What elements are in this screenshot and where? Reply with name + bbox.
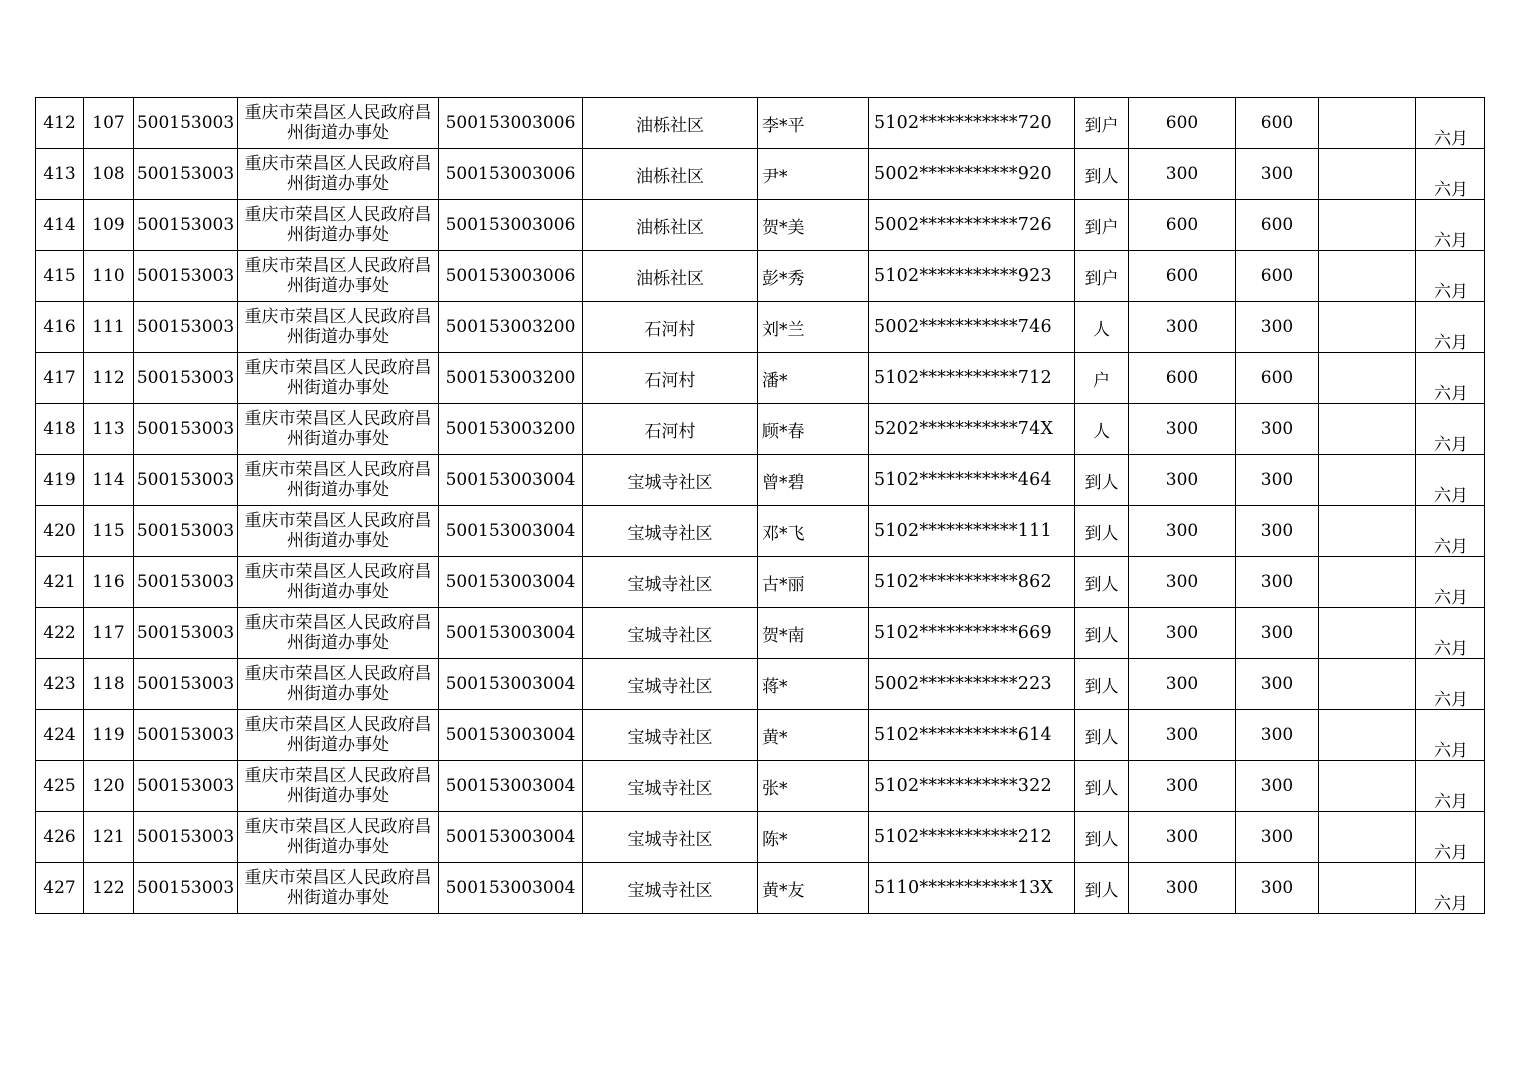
cell-month: 六月 [1416,98,1485,149]
cell-community-code: 500153003004 [439,761,583,812]
cell-org-code: 500153003 [134,251,238,302]
cell-name: 黄*友 [758,863,869,914]
cell-amount2: 300 [1236,455,1319,506]
cell-community: 宝城寺社区 [583,710,758,761]
cell-note [1319,812,1416,863]
cell-note [1319,200,1416,251]
cell-amount2: 300 [1236,149,1319,200]
cell-note [1319,455,1416,506]
cell-community-code: 500153003004 [439,557,583,608]
cell-amount1: 300 [1129,149,1236,200]
cell-type: 到人 [1075,761,1129,812]
cell-seq: 412 [36,98,84,149]
cell-amount2: 300 [1236,302,1319,353]
cell-month: 六月 [1416,710,1485,761]
cell-amount2: 300 [1236,863,1319,914]
table-row [36,455,1485,506]
cell-org-name: 重庆市荣昌区人民政府昌州街道办事处 [238,710,439,761]
cell-org-code: 500153003 [134,404,238,455]
cell-org-code: 500153003 [134,659,238,710]
table-row [36,404,1485,455]
cell-amount2: 600 [1236,251,1319,302]
table-row [36,251,1485,302]
cell-community: 石河村 [583,404,758,455]
cell-org-name: 重庆市荣昌区人民政府昌州街道办事处 [238,608,439,659]
cell-no: 111 [84,302,134,353]
cell-org-name: 重庆市荣昌区人民政府昌州街道办事处 [238,149,439,200]
cell-community-code: 500153003200 [439,302,583,353]
cell-month: 六月 [1416,200,1485,251]
cell-month: 六月 [1416,455,1485,506]
cell-amount1: 600 [1129,251,1236,302]
cell-no: 118 [84,659,134,710]
cell-community: 宝城寺社区 [583,659,758,710]
cell-type: 到户 [1075,98,1129,149]
cell-no: 110 [84,251,134,302]
cell-id-number: 5002***********746 [869,302,1075,353]
cell-org-code: 500153003 [134,710,238,761]
cell-amount2: 600 [1236,200,1319,251]
cell-note [1319,506,1416,557]
cell-name: 邓*飞 [758,506,869,557]
cell-amount2: 600 [1236,353,1319,404]
cell-org-name: 重庆市荣昌区人民政府昌州街道办事处 [238,251,439,302]
cell-no: 119 [84,710,134,761]
cell-note [1319,659,1416,710]
cell-name: 张* [758,761,869,812]
cell-community: 宝城寺社区 [583,812,758,863]
cell-seq: 424 [36,710,84,761]
cell-seq: 421 [36,557,84,608]
table-row [36,200,1485,251]
cell-note [1319,149,1416,200]
cell-community-code: 500153003004 [439,506,583,557]
cell-month: 六月 [1416,149,1485,200]
cell-month: 六月 [1416,659,1485,710]
cell-seq: 416 [36,302,84,353]
table-row [36,98,1485,149]
cell-org-name: 重庆市荣昌区人民政府昌州街道办事处 [238,761,439,812]
cell-id-number: 5102***********464 [869,455,1075,506]
cell-amount1: 300 [1129,608,1236,659]
cell-seq: 414 [36,200,84,251]
cell-no: 117 [84,608,134,659]
cell-org-name: 重庆市荣昌区人民政府昌州街道办事处 [238,812,439,863]
cell-community: 宝城寺社区 [583,455,758,506]
cell-org-name: 重庆市荣昌区人民政府昌州街道办事处 [238,659,439,710]
cell-month: 六月 [1416,761,1485,812]
cell-amount1: 300 [1129,659,1236,710]
cell-org-code: 500153003 [134,761,238,812]
cell-seq: 418 [36,404,84,455]
cell-name: 贺*南 [758,608,869,659]
cell-type: 到人 [1075,506,1129,557]
cell-no: 108 [84,149,134,200]
records-table [35,97,1485,914]
cell-org-code: 500153003 [134,302,238,353]
cell-month: 六月 [1416,251,1485,302]
cell-amount1: 300 [1129,863,1236,914]
cell-id-number: 5102***********322 [869,761,1075,812]
cell-no: 121 [84,812,134,863]
cell-type: 到人 [1075,608,1129,659]
cell-amount2: 600 [1236,98,1319,149]
cell-type: 人 [1075,404,1129,455]
cell-seq: 415 [36,251,84,302]
cell-id-number: 5002***********920 [869,149,1075,200]
cell-month: 六月 [1416,812,1485,863]
cell-name: 彭*秀 [758,251,869,302]
cell-org-code: 500153003 [134,506,238,557]
cell-amount2: 300 [1236,761,1319,812]
cell-org-name: 重庆市荣昌区人民政府昌州街道办事处 [238,404,439,455]
cell-community: 宝城寺社区 [583,761,758,812]
cell-amount1: 300 [1129,302,1236,353]
cell-note [1319,353,1416,404]
cell-org-code: 500153003 [134,98,238,149]
cell-name: 尹* [758,149,869,200]
cell-community-code: 500153003006 [439,200,583,251]
cell-note [1319,404,1416,455]
cell-type: 到人 [1075,149,1129,200]
cell-id-number: 5002***********726 [869,200,1075,251]
cell-org-name: 重庆市荣昌区人民政府昌州街道办事处 [238,506,439,557]
cell-id-number: 5102***********720 [869,98,1075,149]
cell-org-code: 500153003 [134,200,238,251]
cell-org-code: 500153003 [134,608,238,659]
cell-org-code: 500153003 [134,353,238,404]
cell-name: 李*平 [758,98,869,149]
cell-seq: 425 [36,761,84,812]
cell-no: 107 [84,98,134,149]
cell-org-name: 重庆市荣昌区人民政府昌州街道办事处 [238,200,439,251]
cell-seq: 422 [36,608,84,659]
cell-community: 宝城寺社区 [583,557,758,608]
cell-no: 114 [84,455,134,506]
cell-amount2: 300 [1236,659,1319,710]
cell-community-code: 500153003004 [439,710,583,761]
cell-name: 顾*春 [758,404,869,455]
cell-community-code: 500153003004 [439,608,583,659]
cell-amount2: 300 [1236,404,1319,455]
cell-id-number: 5102***********111 [869,506,1075,557]
cell-id-number: 5102***********212 [869,812,1075,863]
cell-amount1: 300 [1129,761,1236,812]
cell-amount1: 300 [1129,812,1236,863]
cell-community-code: 500153003006 [439,149,583,200]
cell-seq: 413 [36,149,84,200]
cell-org-name: 重庆市荣昌区人民政府昌州街道办事处 [238,863,439,914]
table-row [36,302,1485,353]
cell-name: 曾*碧 [758,455,869,506]
cell-id-number: 5102***********712 [869,353,1075,404]
cell-community: 宝城寺社区 [583,506,758,557]
cell-seq: 423 [36,659,84,710]
cell-name: 刘*兰 [758,302,869,353]
cell-amount1: 600 [1129,353,1236,404]
cell-community-code: 500153003004 [439,863,583,914]
cell-type: 到人 [1075,812,1129,863]
cell-org-name: 重庆市荣昌区人民政府昌州街道办事处 [238,302,439,353]
table-row [36,659,1485,710]
cell-id-number: 5102***********614 [869,710,1075,761]
cell-org-name: 重庆市荣昌区人民政府昌州街道办事处 [238,98,439,149]
cell-seq: 417 [36,353,84,404]
cell-community-code: 500153003006 [439,251,583,302]
cell-id-number: 5102***********669 [869,608,1075,659]
cell-community-code: 500153003006 [439,98,583,149]
cell-type: 到户 [1075,200,1129,251]
cell-id-number: 5102***********862 [869,557,1075,608]
cell-org-code: 500153003 [134,557,238,608]
cell-note [1319,98,1416,149]
cell-no: 109 [84,200,134,251]
cell-type: 人 [1075,302,1129,353]
cell-seq: 427 [36,863,84,914]
cell-community-code: 500153003200 [439,404,583,455]
cell-id-number: 5202***********74X [869,404,1075,455]
cell-month: 六月 [1416,557,1485,608]
cell-month: 六月 [1416,353,1485,404]
cell-type: 到人 [1075,863,1129,914]
table-row [36,608,1485,659]
cell-no: 120 [84,761,134,812]
cell-org-code: 500153003 [134,863,238,914]
cell-name: 蒋* [758,659,869,710]
cell-community: 油栎社区 [583,149,758,200]
cell-amount1: 300 [1129,506,1236,557]
cell-no: 115 [84,506,134,557]
cell-no: 113 [84,404,134,455]
cell-amount1: 600 [1129,200,1236,251]
table-row [36,710,1485,761]
cell-note [1319,302,1416,353]
cell-amount2: 300 [1236,506,1319,557]
table-row [36,506,1485,557]
cell-org-name: 重庆市荣昌区人民政府昌州街道办事处 [238,353,439,404]
cell-org-code: 500153003 [134,812,238,863]
cell-id-number: 5110***********13X [869,863,1075,914]
cell-month: 六月 [1416,302,1485,353]
cell-name: 陈* [758,812,869,863]
cell-month: 六月 [1416,404,1485,455]
cell-note [1319,761,1416,812]
table-row [36,149,1485,200]
cell-type: 到人 [1075,659,1129,710]
table-row [36,353,1485,404]
cell-amount2: 300 [1236,812,1319,863]
cell-community: 石河村 [583,353,758,404]
cell-community: 油栎社区 [583,98,758,149]
cell-community: 油栎社区 [583,200,758,251]
cell-note [1319,251,1416,302]
cell-amount1: 600 [1129,98,1236,149]
table-row [36,557,1485,608]
cell-type: 到人 [1075,710,1129,761]
cell-seq: 426 [36,812,84,863]
cell-community-code: 500153003004 [439,659,583,710]
table-row [36,863,1485,914]
cell-amount1: 300 [1129,404,1236,455]
cell-note [1319,557,1416,608]
cell-org-name: 重庆市荣昌区人民政府昌州街道办事处 [238,455,439,506]
table-body [36,98,1485,914]
table-row [36,761,1485,812]
cell-org-name: 重庆市荣昌区人民政府昌州街道办事处 [238,557,439,608]
cell-month: 六月 [1416,608,1485,659]
cell-community-code: 500153003200 [439,353,583,404]
cell-community: 宝城寺社区 [583,608,758,659]
cell-community-code: 500153003004 [439,812,583,863]
cell-id-number: 5002***********223 [869,659,1075,710]
cell-community: 油栎社区 [583,251,758,302]
cell-no: 122 [84,863,134,914]
cell-note [1319,608,1416,659]
cell-community: 石河村 [583,302,758,353]
cell-month: 六月 [1416,506,1485,557]
cell-seq: 419 [36,455,84,506]
cell-note [1319,710,1416,761]
cell-id-number: 5102***********923 [869,251,1075,302]
cell-month: 六月 [1416,863,1485,914]
cell-type: 到人 [1075,455,1129,506]
cell-amount2: 300 [1236,710,1319,761]
cell-name: 古*丽 [758,557,869,608]
cell-org-code: 500153003 [134,455,238,506]
cell-community: 宝城寺社区 [583,863,758,914]
cell-community-code: 500153003004 [439,455,583,506]
cell-name: 黄* [758,710,869,761]
cell-no: 112 [84,353,134,404]
cell-note [1319,863,1416,914]
table-row [36,812,1485,863]
cell-name: 潘* [758,353,869,404]
cell-name: 贺*美 [758,200,869,251]
cell-amount1: 300 [1129,557,1236,608]
cell-amount1: 300 [1129,710,1236,761]
cell-amount2: 300 [1236,608,1319,659]
cell-type: 户 [1075,353,1129,404]
cell-type: 到人 [1075,557,1129,608]
cell-type: 到户 [1075,251,1129,302]
cell-amount2: 300 [1236,557,1319,608]
cell-no: 116 [84,557,134,608]
cell-seq: 420 [36,506,84,557]
cell-org-code: 500153003 [134,149,238,200]
cell-amount1: 300 [1129,455,1236,506]
